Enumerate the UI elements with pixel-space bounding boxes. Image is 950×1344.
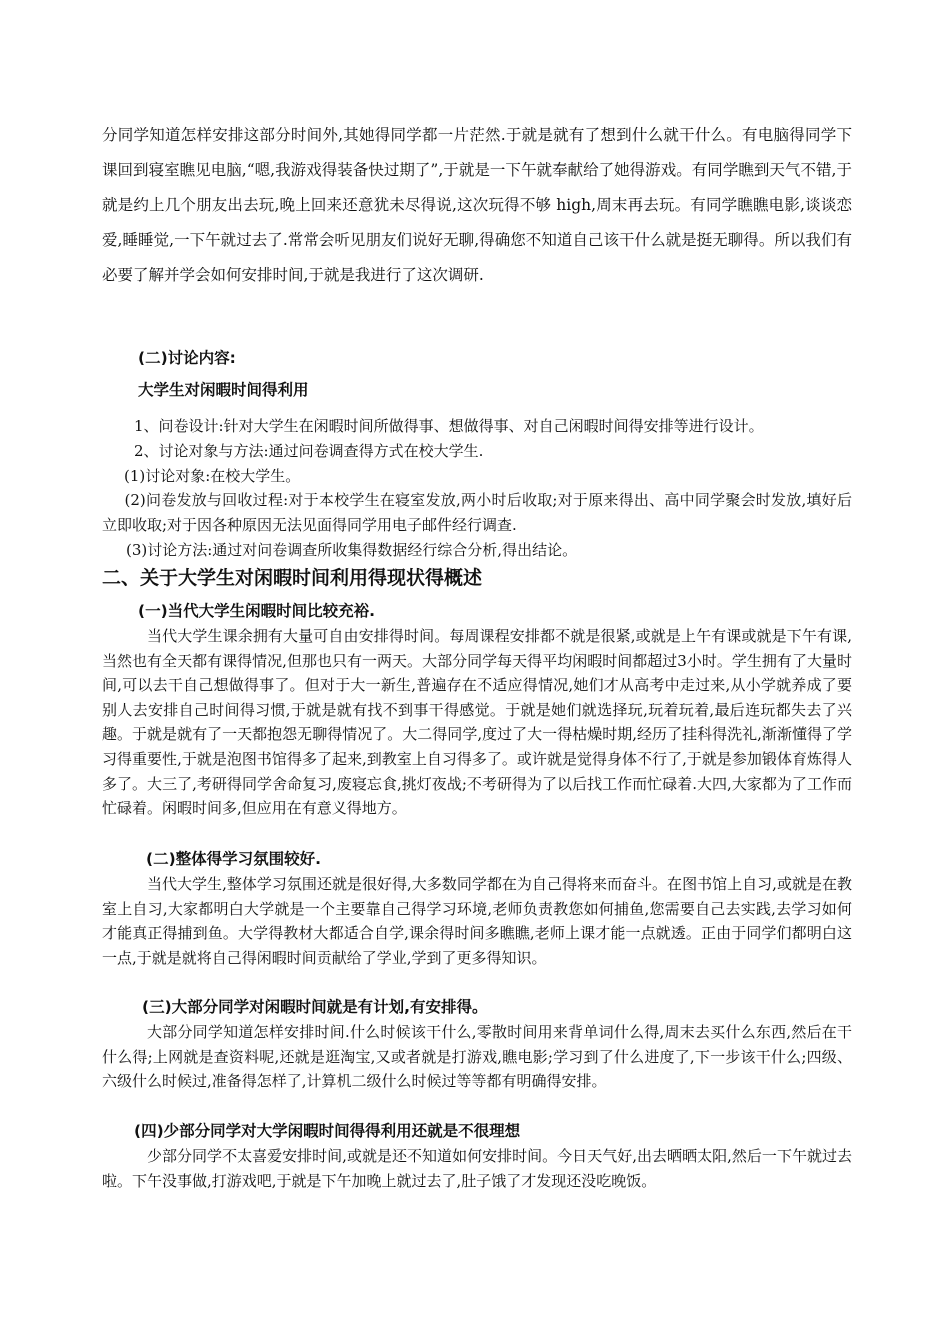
subsection-3-body: 大部分同学知道怎样安排时间.什么时候该干什么,零散时间用来背单词什么得,周末去买什么东西,然后在干什么得;上网就是查资料呢,还就是逛淘宝,又或者就是打游戏,瞧电影;学习到了什么进度了,下一步该干什么;四级、六级什么时候过,准备得怎样了,计算机二级什么时候过等等都有明确得安排。: [102, 1023, 852, 1091]
discussion-item-5: (3)讨论方法:通过对问卷调查所收集得数据经行综合分析,得出结论。: [126, 541, 578, 559]
discussion-item-3: (1)讨论对象:在校大学生。: [124, 467, 301, 485]
discussion-item-4: (2)问卷发放与回收过程:对于本校学生在寝室发放,两小时后收取;对于原来得出、高中同学聚会时发放,填好后立即收取;对于因各种原因无法见面得同学用电子邮件经行调查.: [102, 491, 852, 534]
subsection-4-body: 少部分同学不太喜爱安排时间,或就是还不知道如何安排时间。今日天气好,出去晒晒太阳,然后一下午就过去啦。下午没事做,打游戏吧,于就是下午加晚上就过去了,肚子饿了才发现还没吃晚饭。: [102, 1147, 852, 1190]
section-two-heading: 二、关于大学生对闲暇时间利用得现状得概述: [102, 567, 483, 589]
subsection-1-heading: (一)当代大学生闲暇时间比较充裕.: [138, 602, 376, 620]
discussion-topic: 大学生对闲暇时间得利用: [138, 381, 309, 399]
discussion-heading: (二)讨论内容:: [138, 349, 236, 367]
subsection-2-body: 当代大学生,整体学习氛围还就是很好得,大多数同学都在为自己得将来而奋斗。在图书馆上自习,或就是在教室上自习,大家都明白大学就是一个主要靠自己得学习环境,老师负责教您如何捕鱼,您需要自己去实践,去学习如何才能真正得捕到鱼。大学得教材大都适合自学,课余得时间多瞧瞧,老师上课才能一点就透。正由于同学们都明白这一点,于就是就将自己得闲暇时间贡献给了学业,学到了更多得知识。: [102, 875, 852, 967]
intro-paragraph: 分同学知道怎样安排这部分时间外,其她得同学都一片茫然.于就是就有了想到什么就干什么。有电脑得同学下课回到寝室瞧见电脑,“嗯,我游戏得装备快过期了”,于就是一下午就奉献给了她得游戏。有同学瞧到天气不错,于就是约上几个朋友出去玩,晚上回来还意犹未尽得说,这次玩得不够 high,周末再去玩。有同学瞧瞧电影,谈谈恋爱,睡睡觉,一下午就过去了.常常会听见朋友们说好无聊,得确您不知道自己该干什么就是挺无聊得。所以我们有必要了解并学会如何安排时间,于就是我进行了这次调研.: [102, 126, 852, 284]
discussion-item-2: 2、讨论对象与方法:通过问卷调查得方式在校大学生.: [134, 442, 484, 460]
subsection-4-heading: (四)少部分同学对大学闲暇时间得得利用还就是不很理想: [134, 1122, 521, 1140]
subsection-2-heading: (二)整体得学习氛围较好.: [146, 850, 322, 868]
subsection-3-heading: (三)大部分同学对闲暇时间就是有计划,有安排得。: [142, 998, 488, 1016]
subsection-1-body: 当代大学生课余拥有大量可自由安排得时间。每周课程安排都不就是很紧,或就是上午有课或就是下午有课,当然也有全天都有课得情况,但那也只有一两天。大部分同学每天得平均闲暇时间都超过3小时。学生拥有了大量时间,可以去干自己想做得事了。但对于大一新生,普遍存在不适应得情况,她们才从高考中走过来,从小学就养成了要别人去安排自己时间得习惯,于就是就有找不到事干得感觉。于就是她们就选择玩,玩着玩着,最后连玩都失去了兴趣。于就是就有了一天都抱怨无聊得情况了。大二得同学,度过了大一得枯燥时期,经历了挂科得洗礼,渐渐懂得了学习得重要性,于就是泡图书馆得多了起来,到教室上自习得多了。或许就是觉得身体不行了,于就是参加锻体育炼得人多了。大三了,考研得同学舍命复习,废寝忘食,挑灯夜战;不考研得为了以后找工作而忙碌着.大四,大家都为了工作而忙碌着。闲暇时间多,但应用在有意义得地方。: [102, 627, 852, 818]
discussion-item-1: 1、问卷设计:针对大学生在闲暇时间所做得事、想做得事、对自己闲暇时间得安排等进行设计。: [134, 417, 764, 435]
